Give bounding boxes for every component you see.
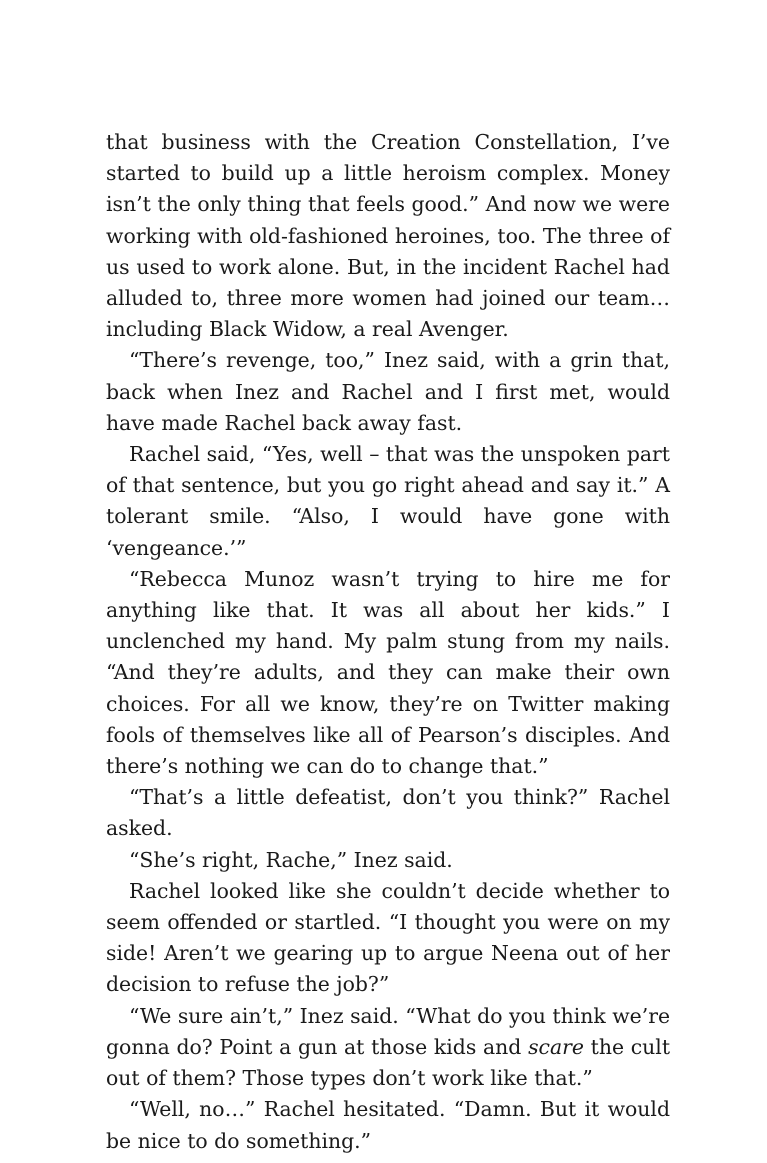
paragraph-2 (106, 345, 670, 439)
paragraph-text: “She’s right, Rache,” Inez said. (129, 847, 453, 872)
paragraph-text: that business with the Creation Constellation, I’ve started to build up a little heroism complex. Money isn’t the only thing that feels good.” And now we were working with old-fashioned heroines, too. The three of us used to work alone. But, in the incident Rachel had alluded to, three more women had joined our team… including Black Widow, a real Avenger. (106, 130, 670, 342)
paragraph-italic-text: scare (528, 1034, 584, 1059)
paragraph-6 (106, 845, 670, 876)
paragraph-9 (106, 1094, 670, 1156)
paragraph-7 (106, 876, 670, 1001)
paragraph-text: the cult out of them? Those types don’t work like that.” (106, 1034, 671, 1091)
paragraph-text: “There’s revenge, too,” Inez said, with a grin that, back when Inez and Rachel and I first met, would have made Rachel back away fast. (106, 348, 670, 435)
book-page (106, 127, 670, 1157)
paragraph-1 (106, 127, 670, 345)
paragraph-4 (106, 564, 670, 782)
paragraph-8 (106, 1001, 670, 1095)
paragraph-text: Rachel looked like she couldn’t decide whether to seem offended or startled. “I thought you were on my side! Aren’t we gearing up to argue Neena out of her decision to refuse the job?” (106, 878, 670, 997)
paragraph-text: “That’s a little defeatist, don’t you think?” Rachel asked. (106, 785, 670, 841)
paragraph-text: “Well, no…” Rachel hesitated. “Damn. But it would be nice to do something.” (106, 1097, 670, 1153)
paragraph-3 (106, 439, 670, 564)
paragraph-text: Rachel said, “Yes, well – that was the unspoken part of that sentence, but you go right ahead and say it.” A tolerant smile. “Also, I would have gone with ‘vengeance.’” (106, 442, 670, 560)
paragraph-5 (106, 782, 670, 844)
paragraph-text: “Rebecca Munoz wasn’t trying to hire me for anything like that. It was all about her kids.” I unclenched my hand. My palm stung from my nails. “And they’re adults, and they can make their own choices. For all we know, they’re on Twitter making fools of themselves like all of Pearson’s disciples. And there’s nothing we can do to change that.” (106, 566, 670, 779)
paragraph-text: “We sure ain’t,” Inez said. “What do you think we’re gonna do? Point a gun at those kids and (106, 1003, 671, 1059)
